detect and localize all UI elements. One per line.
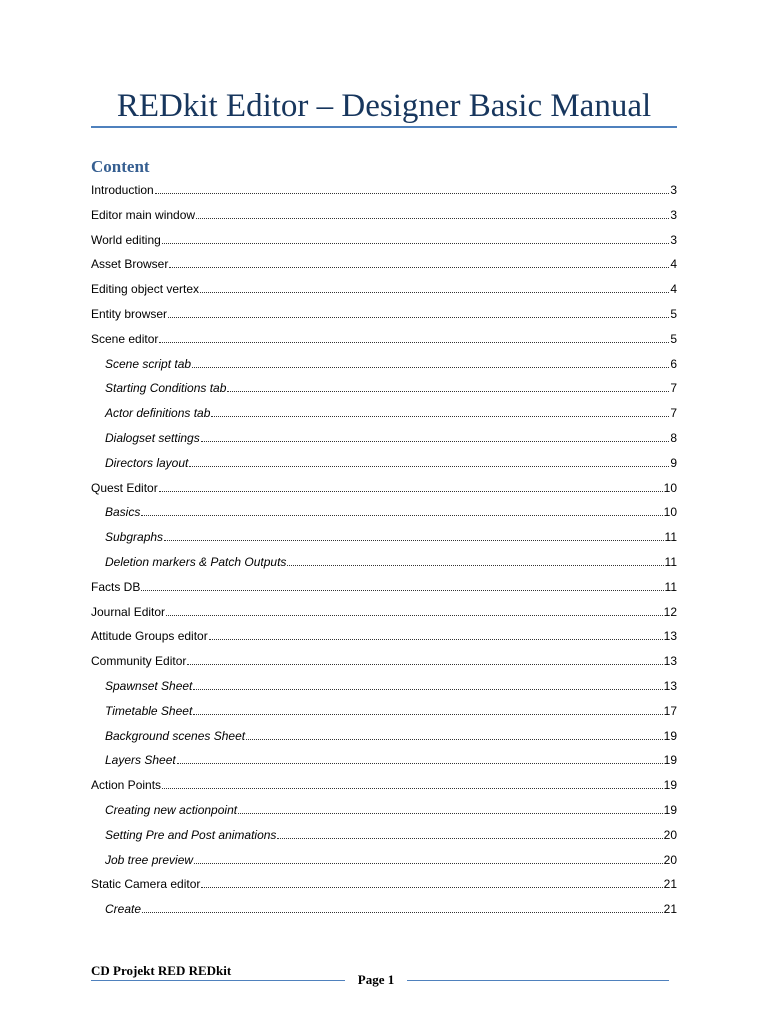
- toc-entry-page: 7: [670, 381, 677, 396]
- toc-dot-leader: [189, 465, 669, 467]
- toc-entry[interactable]: [91, 279, 677, 297]
- toc-entry-title: Introduction: [91, 183, 154, 197]
- toc-dot-leader: [193, 713, 662, 715]
- toc-entry[interactable]: [105, 354, 677, 372]
- toc-dot-leader: [141, 514, 662, 516]
- toc-entry-page: 3: [670, 207, 677, 222]
- toc-entry-page: 5: [670, 331, 677, 346]
- toc-entry-title: Quest Editor: [91, 480, 158, 495]
- toc-dot-leader: [192, 366, 669, 368]
- toc-entry-page: 11: [664, 579, 677, 594]
- toc-entry[interactable]: [91, 577, 677, 595]
- toc-entry[interactable]: [91, 478, 677, 496]
- toc-entry-page: 13: [663, 679, 677, 693]
- toc-entry-title: Editor main window: [91, 207, 196, 222]
- toc-entry[interactable]: [91, 254, 677, 272]
- toc-entry-page: 19: [663, 728, 677, 743]
- toc-entry[interactable]: [91, 874, 677, 892]
- toc-entry-title: Create: [105, 902, 142, 917]
- document-title: REDkit Editor – Designer Basic Manual: [116, 88, 652, 124]
- toc-entry-title: Actor definitions tab: [105, 406, 211, 421]
- toc-entry-page: 4: [670, 257, 677, 272]
- toc-entry-page: 13: [663, 629, 677, 644]
- toc-entry[interactable]: [105, 502, 677, 520]
- toc-dot-leader: [200, 291, 669, 293]
- toc-entry-title: Background scenes Sheet: [105, 728, 246, 743]
- toc-entry[interactable]: [105, 825, 677, 843]
- toc-entry-title: Job tree preview: [105, 852, 194, 867]
- toc-entry[interactable]: [105, 676, 677, 694]
- toc-entry-page: 11: [664, 530, 677, 545]
- toc-entry-title: Layers Sheet: [105, 753, 176, 768]
- toc-entry[interactable]: [91, 230, 677, 248]
- toc-dot-leader: [166, 614, 663, 616]
- toc-entry-page: 3: [670, 183, 677, 197]
- toc-entry-title: World editing: [91, 232, 161, 247]
- toc-dot-leader: [162, 787, 663, 789]
- toc-entry-title: Spawnset Sheet: [105, 679, 193, 693]
- toc-entry[interactable]: [105, 800, 677, 818]
- toc-dot-leader: [194, 862, 663, 864]
- toc-entry-title: Entity browser: [91, 307, 168, 321]
- toc-entry-page: 6: [670, 356, 677, 371]
- toc-entry-page: 20: [663, 852, 677, 867]
- toc-entry-page: 3: [670, 232, 677, 247]
- toc-entry-title: Scene script tab: [105, 356, 192, 371]
- toc-entry[interactable]: [91, 602, 677, 620]
- toc-entry-title: Subgraphs: [105, 530, 164, 545]
- toc-dot-leader: [227, 390, 669, 392]
- toc-entry-page: 13: [663, 654, 677, 669]
- toc-entry-page: 20: [663, 827, 677, 842]
- toc-entry-title: Editing object vertex: [91, 282, 200, 297]
- toc-entry-page: 8: [670, 431, 677, 445]
- toc-entry-title: Directors layout: [105, 455, 189, 470]
- toc-dot-leader: [201, 440, 670, 442]
- toc-entry[interactable]: [91, 329, 677, 347]
- toc-dot-leader: [287, 564, 663, 566]
- toc-entry-title: Asset Browser: [91, 257, 169, 272]
- toc-entry-page: 9: [670, 455, 677, 470]
- toc-entry-page: 12: [663, 604, 677, 619]
- toc-entry-page: 10: [663, 480, 677, 495]
- toc-entry[interactable]: [105, 453, 677, 471]
- toc-entry-title: Scene editor: [91, 331, 159, 346]
- toc-entry[interactable]: [105, 701, 677, 719]
- toc-entry-page: 11: [664, 555, 677, 569]
- toc-entry-title: Static Camera editor: [91, 877, 201, 892]
- toc-entry-title: Deletion markers & Patch Outputs: [105, 555, 287, 569]
- toc-entry-title: Facts DB: [91, 579, 141, 594]
- toc-entry[interactable]: [105, 850, 677, 868]
- toc-dot-leader: [246, 738, 663, 740]
- toc-dot-leader: [238, 812, 663, 814]
- toc-entry-page: 10: [663, 505, 677, 520]
- toc-entry-page: 21: [663, 877, 677, 892]
- footer-page-number: Page 1: [357, 972, 395, 987]
- toc-dot-leader: [159, 341, 669, 343]
- toc-entry[interactable]: [105, 428, 677, 446]
- toc-entry-page: 19: [663, 803, 677, 817]
- toc-entry[interactable]: [105, 378, 677, 396]
- toc-dot-leader: [193, 688, 662, 690]
- toc-entry[interactable]: [91, 775, 677, 793]
- toc-entry[interactable]: [105, 899, 677, 917]
- toc-dot-leader: [142, 911, 663, 913]
- footer-company: CD Projekt RED REDkit: [91, 963, 232, 978]
- toc-dot-leader: [187, 663, 662, 665]
- toc-dot-leader: [211, 415, 669, 417]
- toc-entry[interactable]: [91, 180, 677, 198]
- toc-entry-page: 7: [670, 406, 677, 421]
- toc-entry-title: Journal Editor: [91, 604, 166, 619]
- toc-dot-leader: [196, 217, 669, 219]
- toc-entry-title: Community Editor: [91, 654, 187, 669]
- toc-entry[interactable]: [105, 726, 677, 744]
- toc-entry-title: Creating new actionpoint: [105, 803, 238, 817]
- toc-dot-leader: [201, 886, 662, 888]
- toc-entry[interactable]: [105, 750, 677, 768]
- toc-dot-leader: [209, 638, 663, 640]
- footer-rule-right: [407, 980, 669, 981]
- toc-entry-title: Attitude Groups editor: [91, 629, 208, 644]
- toc-entry-page: 19: [663, 753, 677, 768]
- toc-entry-page: 17: [663, 703, 677, 718]
- toc-entry[interactable]: [105, 552, 677, 570]
- footer-rule-left: [91, 980, 345, 981]
- toc-entry[interactable]: [91, 626, 677, 644]
- toc-entry[interactable]: [105, 527, 677, 545]
- toc-dot-leader: [159, 490, 663, 492]
- toc-entry-title: Setting Pre and Post animations: [105, 827, 277, 842]
- toc-entry-title: Action Points: [91, 778, 162, 793]
- toc-dot-leader: [162, 242, 669, 244]
- toc-entry-title: Timetable Sheet: [105, 703, 193, 718]
- toc-dot-leader: [277, 837, 662, 839]
- toc-entry-title: Starting Conditions tab: [105, 381, 227, 396]
- toc-entry-page: 19: [663, 778, 677, 793]
- toc-entry-title: Dialogset settings: [105, 431, 200, 445]
- toc-dot-leader: [164, 539, 663, 541]
- toc-dot-leader: [155, 192, 670, 194]
- toc-heading: Content: [91, 157, 150, 176]
- toc-dot-leader: [177, 762, 663, 764]
- toc-entry[interactable]: [105, 403, 677, 421]
- toc-entry[interactable]: [91, 651, 677, 669]
- toc-entry-page: 4: [670, 282, 677, 297]
- toc-dot-leader: [169, 266, 669, 268]
- toc-dot-leader: [168, 316, 669, 318]
- toc-entry[interactable]: [91, 205, 677, 223]
- title-underline: [91, 126, 677, 128]
- toc-entry[interactable]: [91, 304, 677, 322]
- toc-dot-leader: [141, 589, 663, 591]
- toc-entry-title: Basics: [105, 505, 141, 520]
- toc-entry-page: 5: [670, 307, 677, 321]
- toc-entry-page: 21: [663, 902, 677, 917]
